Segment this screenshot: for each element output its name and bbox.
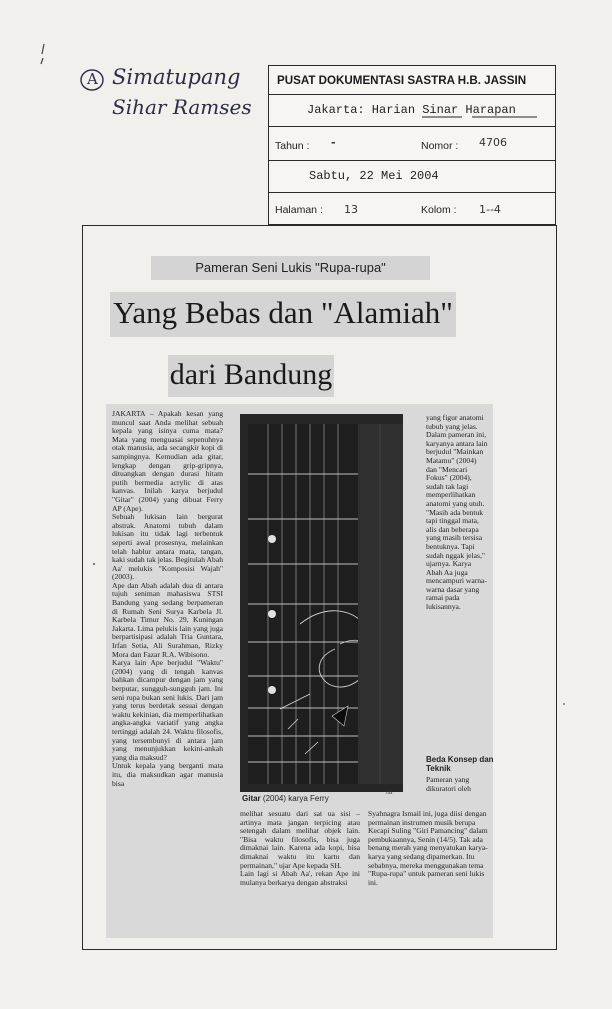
source-publication: Jakarta: Harian Sinar Harapan bbox=[307, 103, 516, 117]
photo-caption bbox=[242, 794, 329, 803]
scan-speck bbox=[90, 560, 100, 570]
halaman-value: 13 bbox=[344, 203, 358, 216]
photo-gitar bbox=[240, 414, 403, 792]
photo-credit: Ist bbox=[386, 790, 393, 796]
article-column-2: melihat sesuatu dari sat ua sisi – artinya mata jangan terpicing atau setengah dalam melihat objek lain. "Bisa waktu filosofis, bisa juga dimaknai lain. Karena ada kopi, bisa dimaknai waktu itu kartu dan permainan," ujar Ape kepada SH. Lain lagi si Abah Aa', rekan Ape ini mulanya berkarya dengan abstraksi bbox=[240, 809, 360, 887]
halaman-label: Halaman : bbox=[275, 204, 323, 216]
handwritten-name-line1: Simatupang bbox=[112, 65, 241, 89]
headline-line1: Yang Bebas dan "Alamiah" bbox=[113, 295, 453, 330]
source-underline bbox=[422, 116, 542, 120]
tahun-value: - bbox=[331, 136, 336, 149]
tahun-label: Tahun : bbox=[275, 140, 310, 152]
circled-letter: A bbox=[87, 70, 98, 88]
nomor-value: 4706 bbox=[479, 136, 507, 149]
kicker-strip bbox=[151, 256, 430, 280]
publication-date: Sabtu, 22 Mei 2004 bbox=[309, 169, 439, 183]
institution-title: PUSAT DOKUMENTASI SASTRA H.B. JASSIN bbox=[277, 74, 527, 87]
kolom-value: 1--4 bbox=[479, 203, 501, 216]
headline-strip-2 bbox=[168, 355, 334, 397]
guitar-painting-image bbox=[240, 414, 403, 792]
article-subhead: Beda Konsep dan Teknik bbox=[426, 755, 494, 773]
scan-speck bbox=[560, 700, 570, 710]
nomor-label: Nomor : bbox=[421, 140, 459, 152]
article-column-3-cont: Pameran yang dikuratori oleh bbox=[426, 775, 471, 793]
handwritten-annotation bbox=[78, 65, 268, 125]
photo-caption-rest: (2004) karya Ferry bbox=[262, 794, 329, 803]
article-column-4: Syahnagra Ismail ini, juga diisi dengan permainan instrumen musik berupa Kecapi Suling "Giri Pamancing" dalam pembukaannya, Senin (14/5). Tak ada benang merah yang menyatukan karya-karya yang sedang dipamerkan. Itu sebabnya, mereka menggunakan tema "Rupa-rupa" untuk pameran seni lukis ini. bbox=[368, 809, 488, 887]
archive-header bbox=[268, 65, 556, 225]
headline-line2: dari Bandung bbox=[169, 358, 333, 391]
handwritten-name-line2: Sihar Ramses bbox=[112, 95, 252, 119]
article-kicker: Pameran Seni Lukis "Rupa-rupa" bbox=[195, 260, 386, 275]
kolom-label: Kolom : bbox=[421, 204, 457, 216]
headline-strip-1 bbox=[110, 292, 456, 337]
pen-mark bbox=[30, 40, 60, 70]
photo-caption-title: Gitar bbox=[242, 794, 261, 803]
article-column-1: JAKARTA – Apakah kesan yang muncul saat Anda melihat sebuah kepala yang isinya cuma mata? Mata yang menguasai sepenuhnya otak manusia, ada secangkir kopi di sampingnya. Kemudian ada gitar, lengkap dengan grip-gripnya, dituangkan dengan durasi hitam putih bermedia acrylic di atas kanvas. Inilah karya berjudul "Gitar" (2004) yang dibuat Ferry AP (Ape). Sebuah lukisan lain bergurat abstrak. Anatomi tubuh dalam lukisan itu tidak lagi terbentuk seperti awal prosesnya, melainkan telah hablur antara mata, tangan, kaki sudah tak jelas. Begitulah Abah Aa' melukis "Komposisi Wajah" (2003). Ape dan Abah adalah dua di antara tujuh seniman mahasiswa STSI Bandung yang sedang berpameran di Rumah Seni Surya Karbela Jl. Karbela Timur No. 29, Kuningan Jakarta. Lima pelukis lain yang juga berpartisipasi adalah Tria Guntara, Irfan Setia, Ali Surahman, Rizky Mora dan Fazar R.A. Wibisono. Karya lain Ape berjudul "Waktu" (2004) yang di tengah kanvas bahkan dicampur dengan jam yang berputar, sungguh-sungguh jam. Ini seni rupa bukan seni lukis. Dari jam yang terus berdetak sesuai dengan waktu kekinian, dia memperlihatkan angka-angka variatif yang angka tertinggi adalah 24. Waktu filosofis, yang tersembunyi di antara jam yang menunjukkan kekini-ankah yang dia maksud? Untuk kepala yang berganti mata itu, dia maksudkan agar manusia bisa bbox=[112, 409, 223, 788]
article-column-3: yang figur anatomi tubuh yang jelas. Dalam pameran ini, karyanya antara lain berjudul "Mainkan Matamu" (2004) dan "Mencari Fokus" (2004), sudah tak lagi memperlihatkan anatomi yang utuh. "Masih ada bentuk tapi tinggal mata, alis dan beberapa yang masih tersisa bentuknya. Tapi sudah nggak jelas," ujarnya. Karya Abah Aa juga mencampuri warna-warna dasar yang ramai pada lukisannya. bbox=[426, 413, 488, 612]
